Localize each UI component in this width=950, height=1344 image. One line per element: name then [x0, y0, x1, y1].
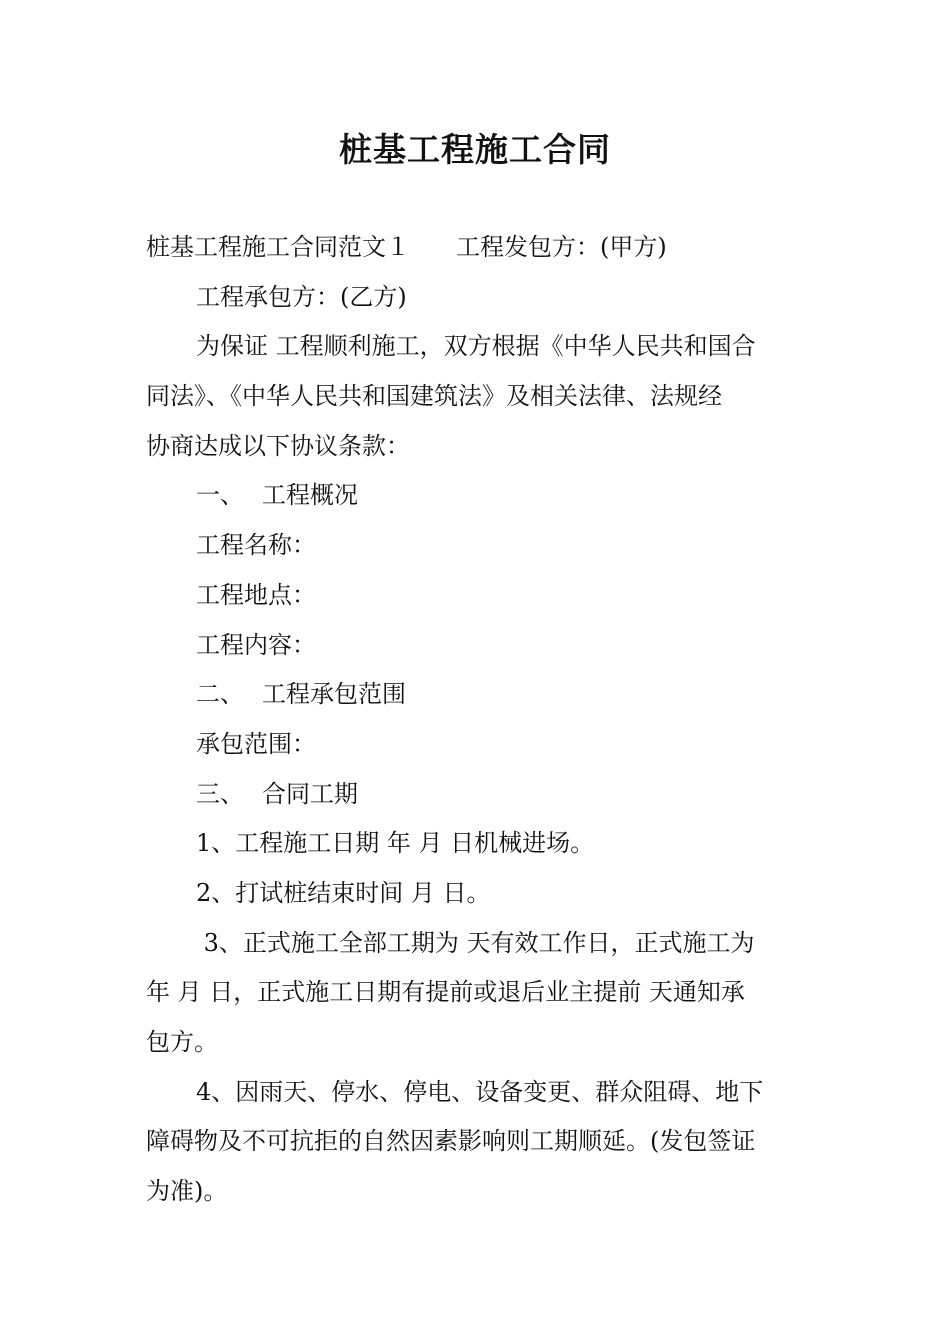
sample-label: 桩基工程施工合同范文１: [146, 233, 410, 261]
clause-3-3-line-1: 3、正式施工全部工期为 天有效工作日，正式施工为: [196, 928, 755, 957]
section-3-title: 合同工期: [262, 779, 358, 808]
clause-3-3-line-3: 包方。: [146, 1028, 218, 1056]
clause-3-3-line-2: 年 月 日，正式施工日期有提前或退后业主提前 天通知承: [146, 978, 745, 1007]
section-3-heading: [146, 770, 810, 820]
project-content-field: 工程内容：: [196, 630, 316, 659]
section-2-number: 二、: [196, 680, 244, 709]
clause-3-4-line-1: 4、因雨天、停水、停电、设备变更、群众阻碍、地下: [196, 1077, 764, 1106]
preamble-line-2: 同法》、《中华人民共和国建筑法》及相关法律、法规经: [146, 382, 722, 411]
party-b-line: 工程承包方：(乙方): [196, 282, 407, 311]
contract-scope-field: 承包范围：: [196, 729, 316, 758]
document-body: [146, 223, 810, 1217]
document-title: 桩基工程施工合同: [339, 130, 611, 169]
clause-3-4-line-3: 为准)。: [146, 1177, 228, 1206]
section-1-number: 一、: [196, 481, 244, 510]
section-2-title: 工程承包范围: [262, 680, 406, 709]
section-2-heading: [146, 670, 810, 720]
project-name-field: 工程名称：: [196, 531, 316, 560]
party-a-line: 工程发包方：(甲方): [456, 233, 667, 261]
clause-3-1: 1、工程施工日期 年 月 日机械进场。: [196, 829, 595, 858]
clause-3-4-line-2: 障碍物及不可抗拒的自然因素影响则工期顺延。(发包签证: [146, 1127, 756, 1156]
section-1-heading: [146, 471, 810, 521]
project-location-field: 工程地点：: [196, 580, 316, 609]
intro-line: [146, 223, 810, 273]
section-3-number: 三、: [196, 779, 244, 808]
preamble-line-1: 为保证 工程顺利施工，双方根据《中华人民共和国合: [196, 332, 756, 361]
preamble-line-3: 协商达成以下协议条款：: [146, 431, 410, 460]
section-1-title: 工程概况: [262, 481, 358, 510]
clause-3-2: 2、打试桩结束时间 月 日。: [196, 878, 491, 907]
